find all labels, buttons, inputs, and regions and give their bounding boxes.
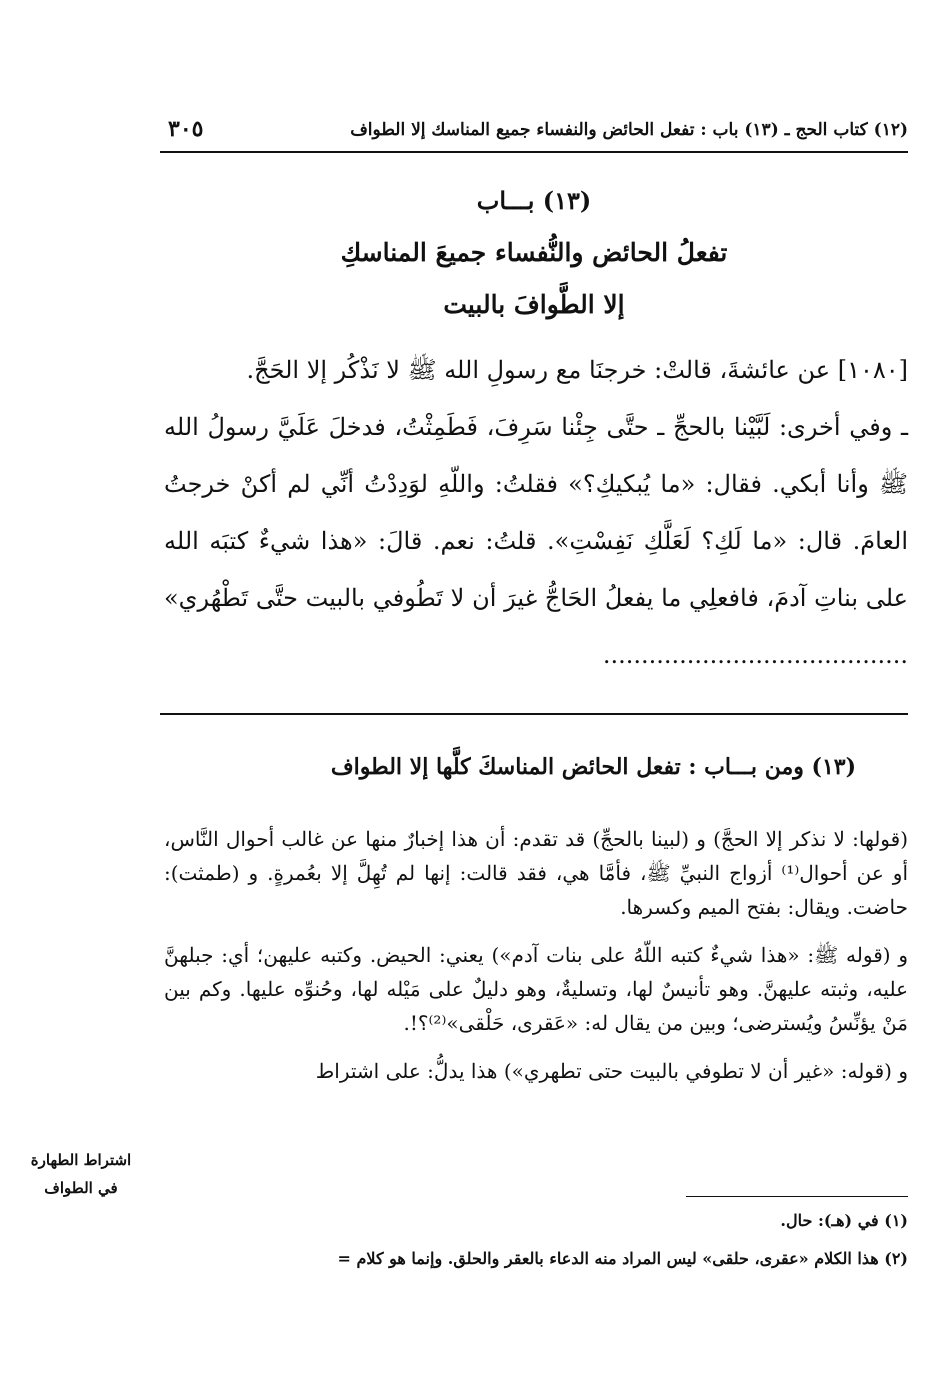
margin-note-line1: اشتراط الطهارة bbox=[30, 1151, 132, 1169]
margin-note bbox=[18, 1146, 144, 1202]
chapter-title-line1: تفعلُ الحائض والنُّفساء جميعَ المناسكِ bbox=[340, 238, 728, 267]
page-number: ٣٠٥ bbox=[168, 116, 204, 142]
hadith-text bbox=[164, 342, 908, 684]
hadith-paragraph-1: [١٠٨٠] عن عائشةَ، قالتْ: خرجنَا مع رسولِ الله ﷺ لا نَذْكُر إلا الحَجَّ. bbox=[246, 356, 908, 384]
commentary-text bbox=[164, 822, 908, 1088]
header-divider bbox=[160, 151, 908, 153]
commentary-title: (١٣) ومن بـــاب : تفعل الحائض المناسكَ كلَّها إلا الطواف bbox=[330, 754, 856, 780]
margin-note-line2: في الطواف bbox=[44, 1179, 118, 1197]
commentary-paragraph-2: و (قوله ﷺ: «هذا شيءٌ كتبه اللّهُ على بنات آدم») يعني: الحيض. وكتبه عليهن؛ أي: جبلهنَّ عليه، وثبته عليهنَّ. وهو تأنيسٌ لها، وتسليةٌ، وهو دليلٌ على مَيْله لها، وحُنوِّه عليها. وكم بين مَنْ يؤنِّسُ ويُسترضى؛ وبين من يقال له: «عَقرى، حَلْقى»⁽²⁾؟!. bbox=[164, 943, 908, 1035]
chapter-title-line2: إلا الطَّوافَ بالبيت bbox=[443, 290, 625, 319]
commentary-paragraph-3: و (قوله: «غير أن لا تطوفي بالبيت حتى تطهري») هذا يدلُّ: على اشتراط bbox=[315, 1059, 908, 1083]
footnote-2: (٢) هذا الكلام «عقرى، حلقى» ليس المراد منه الدعاء بالعقر والحلق. وإنما هو كلام = bbox=[337, 1249, 908, 1268]
chapter-number: (١٣) بـــاب bbox=[476, 186, 592, 215]
footnote-1: (١) في (هـ): حال. bbox=[780, 1211, 908, 1230]
hadith-paragraph-2: ـ وفي أخرى: لَبَّيْنا بالحجِّ ـ حتَّى جِئْنا سَرِفَ، فَطَمِثْتُ، فدخلَ عَلَيَّ رسولُ الله ﷺ وأنا أبكي. فقال: «ما يُبكيكِ؟» فقلتُ: واللّهِ لوَدِدْتُ أنِّي لم أكنْ خرجتُ العامَ. قال: «ما لَكِ؟ لَعَلَّكِ نَفِسْتِ». قلتُ: نعم. قالَ: «هذا شيءٌ كتبَه الله على بناتِ آدمَ، فافعلِي ما يفعلُ الحَاجُّ غيرَ أن لا تَطُوفي بالبيت حتَّى تَطْهُري» ........................................ bbox=[164, 413, 909, 669]
commentary-paragraph-1: (قولها: لا نذكر إلا الحجَّ) و (لبينا بالحجِّ) قد تقدم: أن هذا إخبارٌ منها عن غالب أحوال النَّاس، أو عن أحوال⁽¹⁾ أزواج النبيِّ ﷺ، فأمَّا هي، فقد قالت: إنها لم تُهِلَّ إلا بعُمرةٍ. و (طمثت): حاضت. ويقال: بفتح الميم وكسرها. bbox=[164, 827, 908, 919]
section-divider bbox=[160, 713, 908, 715]
header-title: (١٢) كتاب الحج ـ (١٣) باب : تفعل الحائض والنفساء جميع المناسك إلا الطواف bbox=[350, 120, 908, 140]
running-header bbox=[160, 112, 908, 152]
footnote-divider bbox=[686, 1196, 908, 1197]
